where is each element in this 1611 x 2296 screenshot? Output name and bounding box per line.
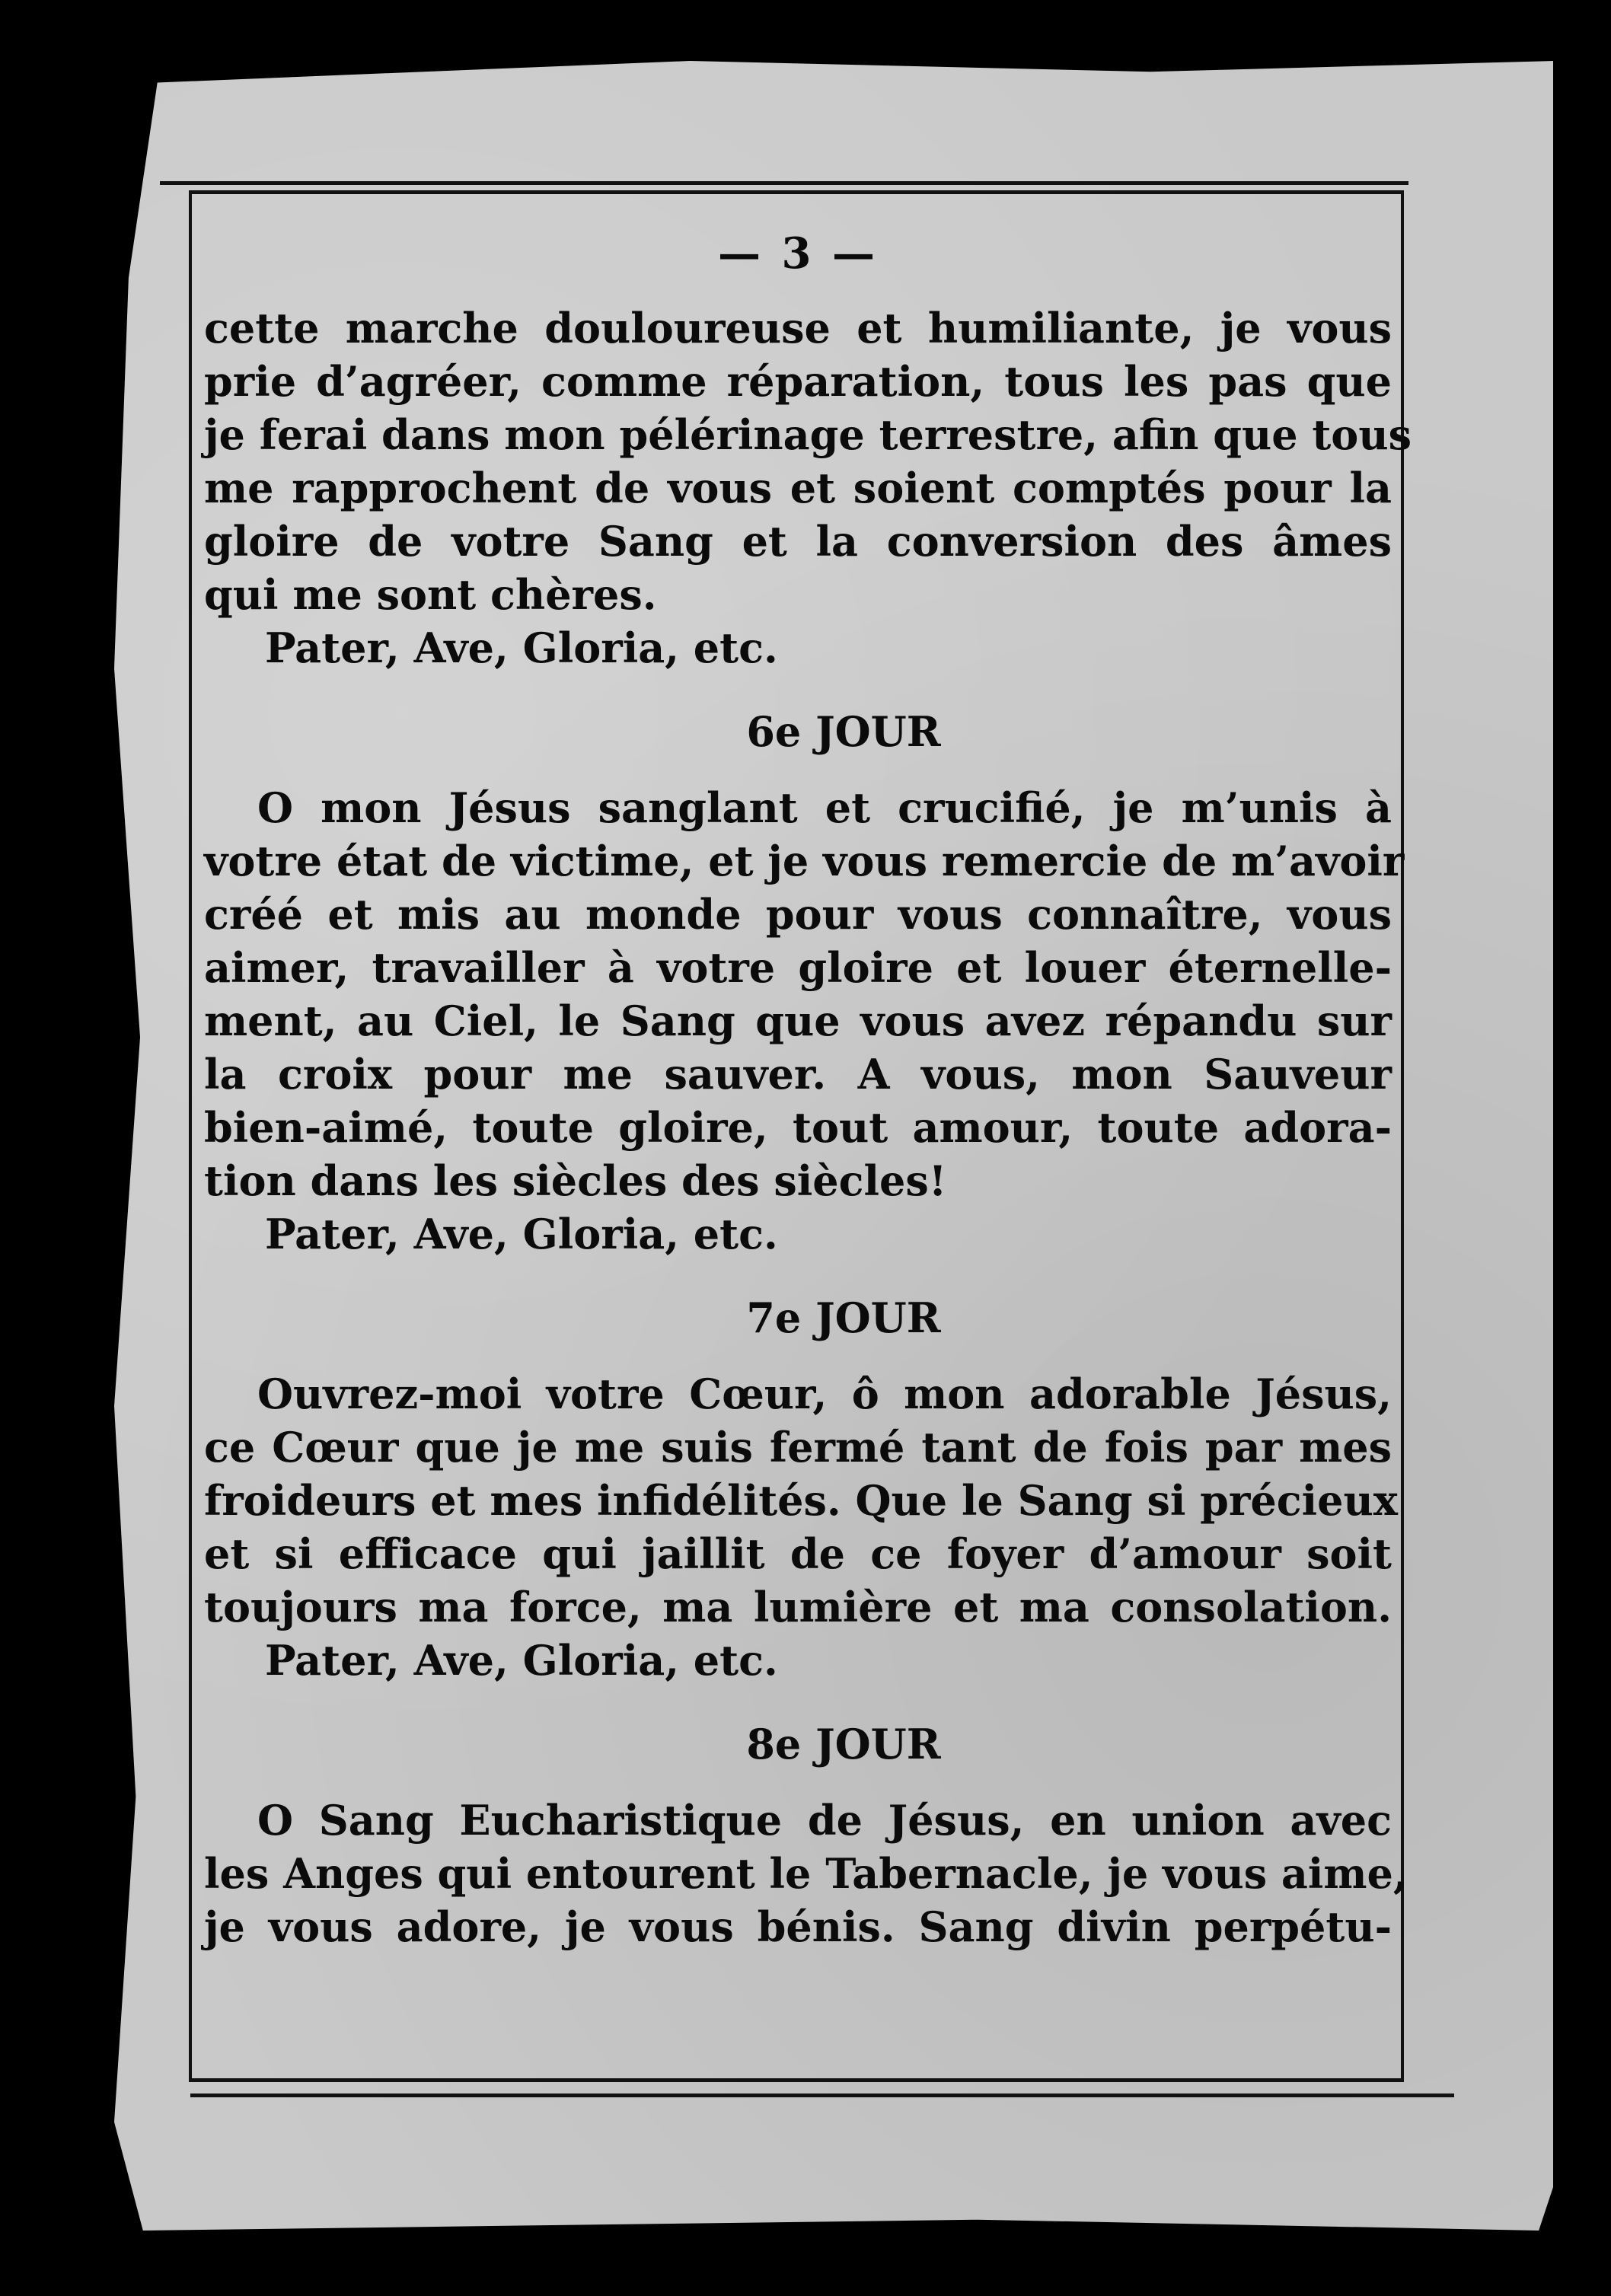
text-line: tion dans les siècles des siècles! (204, 1156, 947, 1205)
prayer-line: Pater, Ave, Gloria, etc. (265, 1210, 778, 1258)
text-line: qui me sont chères. (204, 570, 657, 619)
text-line: prie d’agréer, comme réparation, tous les pas que (204, 357, 1392, 406)
prayer-line: Pater, Ave, Gloria, etc. (265, 1636, 778, 1685)
text-line: ment, au Ciel, le Sang que vous avez répandu sur (204, 997, 1392, 1045)
text-line: O Sang Eucharistique de Jésus, en union avec (257, 1796, 1392, 1845)
text-line: aimer, travailler à votre gloire et louer éternelle- (204, 943, 1392, 992)
text-line: froideurs et mes infidélités. Que le Sang si précieux (204, 1476, 1398, 1525)
day-7-paragraph (204, 1367, 1398, 1634)
day-6-paragraph (204, 781, 1405, 1207)
day-7-heading: 7e JOUR (746, 1293, 941, 1342)
text-line: créé et mis au monde pour vous connaître, vous (204, 890, 1392, 939)
text-line: et si efficace qui jaillit de ce foyer d’amour soit (204, 1529, 1392, 1578)
day-8-paragraph (204, 1794, 1408, 1953)
text-line: me rapprochent de vous et soient comptés pour la (204, 464, 1392, 512)
text-line: ce Cœur que je me suis fermé tant de fois par mes (204, 1423, 1392, 1472)
intro-paragraph (204, 301, 1412, 621)
text-line: gloire de votre Sang et la conversion des âmes (204, 517, 1392, 566)
text-line: Ouvrez-moi votre Cœur, ô mon adorable Jésus, (257, 1370, 1392, 1418)
text-line: la croix pour me sauver. A vous, mon Sauveur (204, 1050, 1392, 1099)
bottom-rule (190, 2094, 1454, 2097)
text-line: je vous adore, je vous bénis. Sang divin perpétu- (204, 1902, 1392, 1951)
top-rule (160, 181, 1408, 185)
page-number: — 3 — (718, 228, 878, 279)
text-line: O mon Jésus sanglant et crucifié, je m’unis à (257, 783, 1392, 832)
day-8-heading: 8e JOUR (746, 1720, 941, 1768)
text-line: je ferai dans mon pélérinage terrestre, afin que tous (204, 410, 1412, 459)
page-content (204, 228, 1412, 1953)
prayer-line: Pater, Ave, Gloria, etc. (265, 623, 778, 672)
text-line: bien-aimé, toute gloire, tout amour, toute adora- (204, 1103, 1392, 1152)
day-6-heading: 6e JOUR (746, 707, 941, 756)
text-line: les Anges qui entourent le Tabernacle, je vous aime, (204, 1849, 1408, 1898)
text-line: cette marche douloureuse et humiliante, je vous (204, 304, 1392, 352)
text-line: toujours ma force, ma lumière et ma consolation. (204, 1583, 1392, 1631)
text-line: votre état de victime, et je vous remercie de m’avoir (204, 837, 1405, 885)
